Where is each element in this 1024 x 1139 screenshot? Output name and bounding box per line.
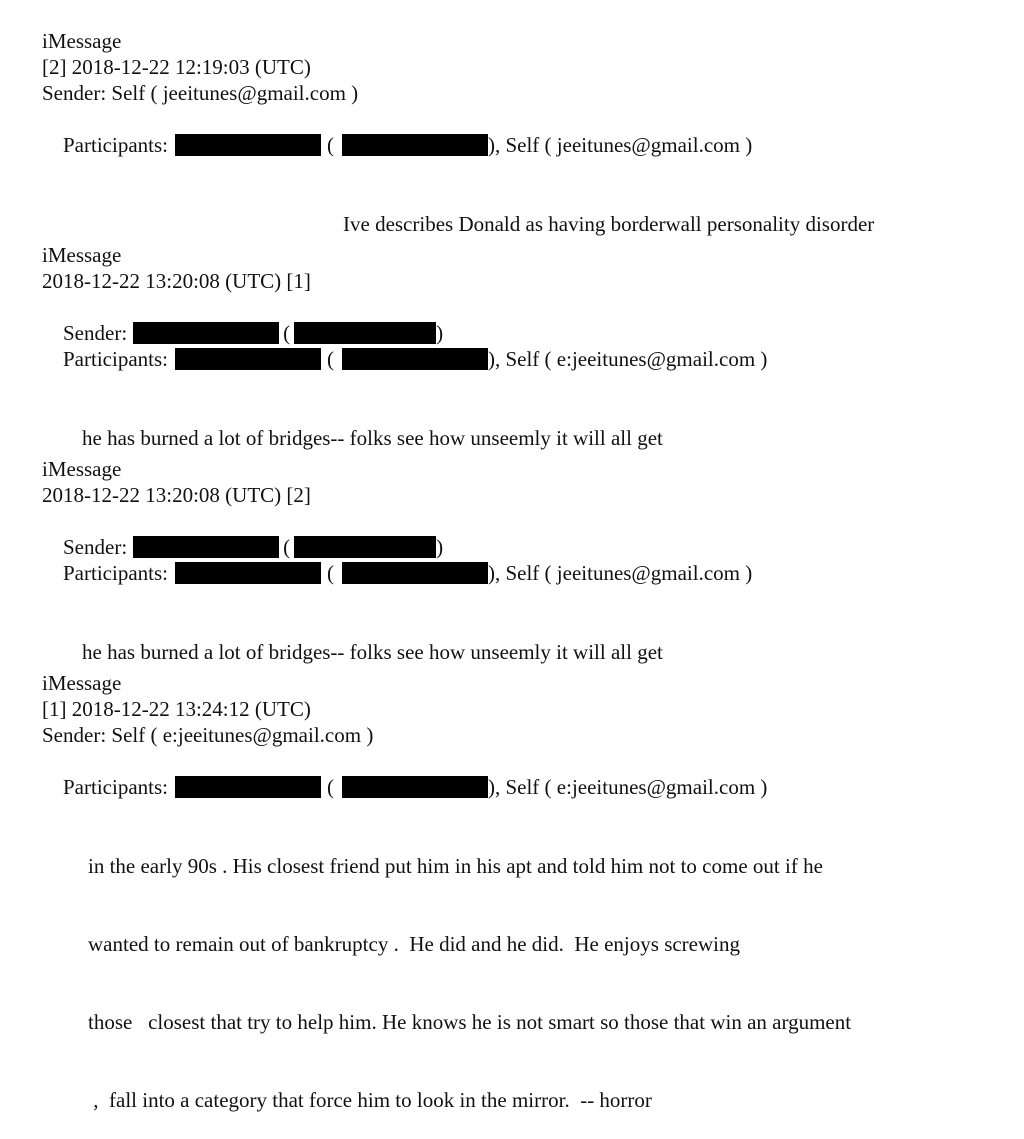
message-body-line: he has burned a lot of bridges-- folks see how unseemly it will all get	[82, 426, 663, 450]
open-paren: (	[326, 561, 334, 585]
message-body-line: in the early 90s . His closest friend put him in his apt and told him not to come out if he	[88, 854, 823, 878]
message-participants	[42, 748, 1002, 799]
message-participants	[42, 320, 1002, 371]
message-body	[88, 801, 851, 1139]
open-paren: (	[326, 133, 334, 157]
message-body-line: , fall into a category that force him to look in the mirror. -- horror	[88, 1088, 652, 1112]
message-sender	[42, 294, 1002, 345]
redaction-box	[342, 562, 488, 584]
message-body-line: wanted to remain out of bankruptcy . He did and he did. He enjoys screwing	[88, 932, 740, 956]
redaction-box	[342, 776, 488, 798]
redaction-box	[175, 348, 321, 370]
participants-suffix: ), Self ( jeeitunes@gmail.com )	[487, 133, 753, 157]
message-header: [1] 2018-12-22 13:24:12 (UTC)	[42, 697, 311, 721]
message-body-line: those closest that try to help him. He knows he is not smart so those that win an argument	[88, 1010, 852, 1034]
redaction-box	[175, 134, 321, 156]
redaction-box	[342, 348, 488, 370]
participants-label: Participants:	[63, 561, 168, 585]
close-paren: )	[436, 535, 444, 559]
sender-label: Sender:	[63, 535, 128, 559]
open-paren: (	[326, 347, 334, 371]
participants-suffix: ), Self ( e:jeeitunes@gmail.com )	[487, 775, 768, 799]
message-sender: Sender: Self ( jeeitunes@gmail.com )	[42, 81, 359, 105]
message-body-line: Ive describes Donald as having borderwall personality disorder	[343, 212, 875, 236]
message-sender	[42, 508, 1002, 559]
open-paren: (	[326, 775, 334, 799]
participants-label: Participants:	[63, 347, 168, 371]
redaction-box	[175, 562, 321, 584]
message-service: iMessage	[42, 671, 122, 695]
message-service: iMessage	[42, 457, 122, 481]
close-paren: )	[436, 321, 444, 345]
message-block-2	[42, 242, 1002, 371]
participants-label: Participants:	[63, 133, 168, 157]
participants-suffix: ), Self ( jeeitunes@gmail.com )	[487, 561, 753, 585]
message-header: 2018-12-22 13:20:08 (UTC) [1]	[42, 269, 311, 293]
message-service: iMessage	[42, 243, 122, 267]
participants-suffix: ), Self ( e:jeeitunes@gmail.com )	[487, 347, 768, 371]
open-paren: (	[283, 535, 291, 559]
message-header: [2] 2018-12-22 12:19:03 (UTC)	[42, 55, 311, 79]
participants-label: Participants:	[63, 775, 168, 799]
message-block-1	[42, 28, 1002, 157]
redaction-box	[342, 134, 488, 156]
message-participants	[42, 534, 1002, 585]
message-block-4	[42, 670, 1002, 799]
message-block-3	[42, 456, 1002, 585]
message-body-line: he has burned a lot of bridges-- folks see how unseemly it will all get	[82, 640, 663, 664]
message-header: 2018-12-22 13:20:08 (UTC) [2]	[42, 483, 311, 507]
sender-label: Sender:	[63, 321, 128, 345]
open-paren: (	[283, 321, 291, 345]
message-participants	[42, 106, 1002, 157]
redaction-box	[175, 776, 321, 798]
message-service: iMessage	[42, 29, 122, 53]
message-sender: Sender: Self ( e:jeeitunes@gmail.com )	[42, 723, 374, 747]
